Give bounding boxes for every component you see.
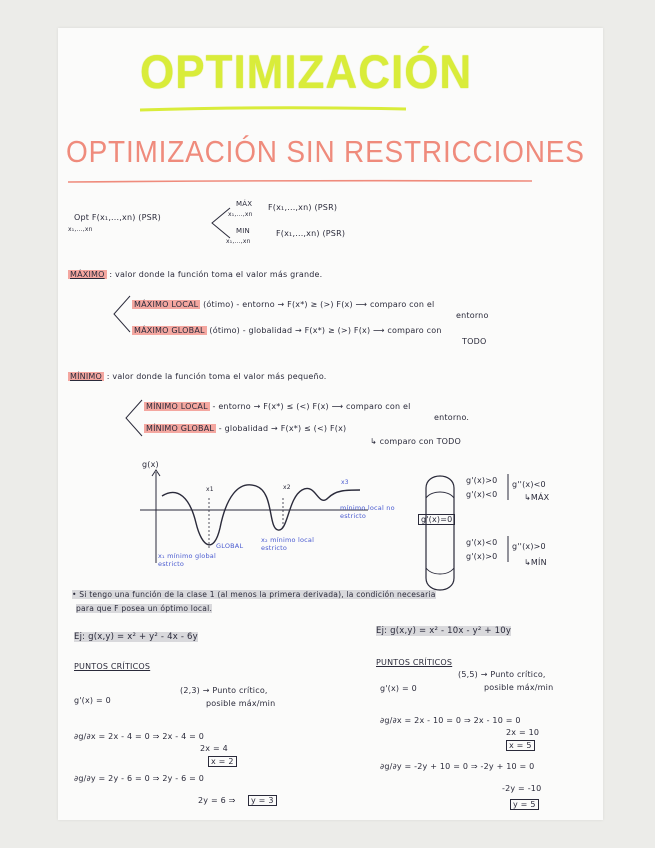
opt-min-expr: F(x₁,...,xn) (PSR) <box>276 229 346 238</box>
ex2-dy: ∂g/∂y = -2y + 10 = 0 ⇒ -2y + 10 = 0 <box>380 762 535 771</box>
ex1-title-text: Ej: g(x,y) = x² + y² - 4x - 6y <box>74 632 198 642</box>
cond-bot3: g''(x)>0 <box>512 542 546 551</box>
ex2-dx3-box <box>506 741 535 750</box>
cond-top-result: ↳MÁX <box>524 493 550 502</box>
maximo-global-row <box>132 326 442 335</box>
ex2-title-text: Ej: g(x,y) = x² - 10x - y² + 10y <box>376 626 512 636</box>
cond-top3: g''(x)<0 <box>512 480 546 489</box>
cond-bot-result: ↳MÍN <box>524 558 547 567</box>
opt-max-expr: F(x₁,...,xn) (PSR) <box>268 203 338 212</box>
opt-min-sub: x₁,...,xn <box>226 238 251 245</box>
ex2-dx2: 2x = 10 <box>506 728 540 737</box>
graph-global: GLOBAL <box>216 542 244 550</box>
maximo-brace <box>110 294 132 334</box>
maximo-global-text2: TODO <box>462 337 487 346</box>
note-line1 <box>72 590 436 599</box>
ex2-puntos: PUNTOS CRÍTICOS <box>376 658 453 667</box>
page-title: OPTIMIZACIÓN <box>140 46 473 99</box>
title-underline <box>138 104 408 116</box>
opt-max-sub: x₁,...,xn <box>228 211 253 218</box>
minimo-local-text: - entorno → F(x*) ≤ (<) F(x) ⟶ comparo con el <box>212 402 411 411</box>
note-line2 <box>76 604 212 613</box>
minimo-word: MÍNIMO <box>70 372 103 381</box>
ex2-dx: ∂g/∂x = 2x - 10 = 0 ⇒ 2x - 10 = 0 <box>380 716 521 725</box>
graph-ylabel: g(x) <box>142 460 159 469</box>
fprime-zero-box <box>418 515 455 524</box>
capsule-shape <box>418 468 462 598</box>
ex1-dx2: 2x = 4 <box>200 744 228 753</box>
ex2-point: (5,5) → Punto crítico, <box>458 670 546 679</box>
maximo-definition: : valor donde la función toma el valor más grande. <box>109 270 323 279</box>
ex2-title <box>376 626 511 636</box>
subtitle-underline <box>66 178 536 186</box>
maximo-global-label: MÁXIMO GLOBAL <box>134 326 205 335</box>
ex1-dy: ∂g/∂y = 2y - 6 = 0 ⇒ 2y - 6 = 0 <box>74 774 205 783</box>
cond-top1: g'(x)>0 <box>466 476 498 485</box>
note-line1-text: • Si tengo una función de la clase 1 (al menos la primera derivada), la condición necesaria <box>72 590 436 599</box>
ex1-title <box>74 632 198 642</box>
opt-min-word: MIN <box>236 227 250 235</box>
subtitle: OPTIMIZACIÓN SIN RESTRICCIONES <box>66 134 585 169</box>
maximo-local-label: MÁXIMO LOCAL <box>134 300 199 309</box>
minimo-heading <box>68 372 327 381</box>
ex1-dy2: 2y = 6 ⇒ <box>198 796 236 805</box>
maximo-local-row <box>132 300 434 309</box>
maximo-word: MÁXIMO <box>70 270 105 279</box>
minimo-local-row <box>144 402 411 411</box>
ex2-dy2: -2y = -10 <box>502 784 542 793</box>
maximo-local-text: (ótimo) - entorno → F(x*) ≥ (>) F(x) ⟶ comparo con el <box>203 300 435 309</box>
ex2-dy3: y = 5 <box>510 799 539 810</box>
ex2-cond: g'(x) = 0 <box>380 684 417 693</box>
minimo-brace <box>122 398 144 438</box>
cond-bot1: g'(x)<0 <box>466 538 498 547</box>
ex2-dy3-box <box>510 800 539 809</box>
opt-left-sub: x₁,...,xn <box>68 226 93 233</box>
ex1-dx3: x = 2 <box>208 756 237 767</box>
minimo-definition: : valor donde la función toma el valor más pequeño. <box>106 372 327 381</box>
opt-left: Opt F(x₁,...,xn) (PSR) <box>74 213 162 222</box>
notebook-page <box>58 28 603 820</box>
maximo-local-text2: entorno <box>456 311 489 320</box>
opt-max-word: MÁX <box>236 200 253 208</box>
cond-top-divider <box>506 474 510 500</box>
ex1-point: (2,3) → Punto crítico, <box>180 686 268 695</box>
minimo-global-text: - globalidad → F(x*) ≤ (<) F(x) <box>218 424 347 433</box>
cond-top2: g'(x)<0 <box>466 490 498 499</box>
ex1-dy3: y = 3 <box>248 795 277 806</box>
maximo-heading <box>68 270 322 279</box>
graph-x3: x3 <box>341 479 349 486</box>
cond-bot-divider <box>506 536 510 562</box>
ex1-cond: g'(x) = 0 <box>74 696 111 705</box>
graph-x1: x1 <box>206 486 214 493</box>
ex2-dx3: x = 5 <box>506 740 535 751</box>
cond-bot2: g'(x)>0 <box>466 552 498 561</box>
graph-min-global-strict: x₁ mínimo global estricto <box>158 552 216 568</box>
note-line2-text: para que F posea un óptimo local. <box>76 604 213 613</box>
ex2-point2: posible máx/min <box>484 683 554 692</box>
minimo-global-label: MÍNIMO GLOBAL <box>146 424 215 433</box>
graph-min-local-strict: x₂ mínimo local estricto <box>261 536 315 552</box>
ex1-dy3-box <box>248 796 277 805</box>
fprime-zero: g'(x)=0 <box>418 514 455 525</box>
graph-x2: x2 <box>283 484 291 491</box>
minimo-local-text2: entorno. <box>434 413 470 422</box>
ex1-point2: posible máx/min <box>206 699 276 708</box>
graph-min-local-nostrict: mínimo local no estricto <box>340 504 395 520</box>
minimo-global-row <box>144 424 346 433</box>
maximo-global-text: (ótimo) - globalidad → F(x*) ≥ (>) F(x) ⟶ comparo con <box>209 326 442 335</box>
ex1-dx: ∂g/∂x = 2x - 4 = 0 ⇒ 2x - 4 = 0 <box>74 732 205 741</box>
minimo-local-label: MÍNIMO LOCAL <box>146 402 208 411</box>
minimo-global-text2: ↳ comparo con TODO <box>370 437 462 446</box>
ex1-puntos: PUNTOS CRÍTICOS <box>74 662 151 671</box>
ex1-dx3-box <box>208 757 237 766</box>
